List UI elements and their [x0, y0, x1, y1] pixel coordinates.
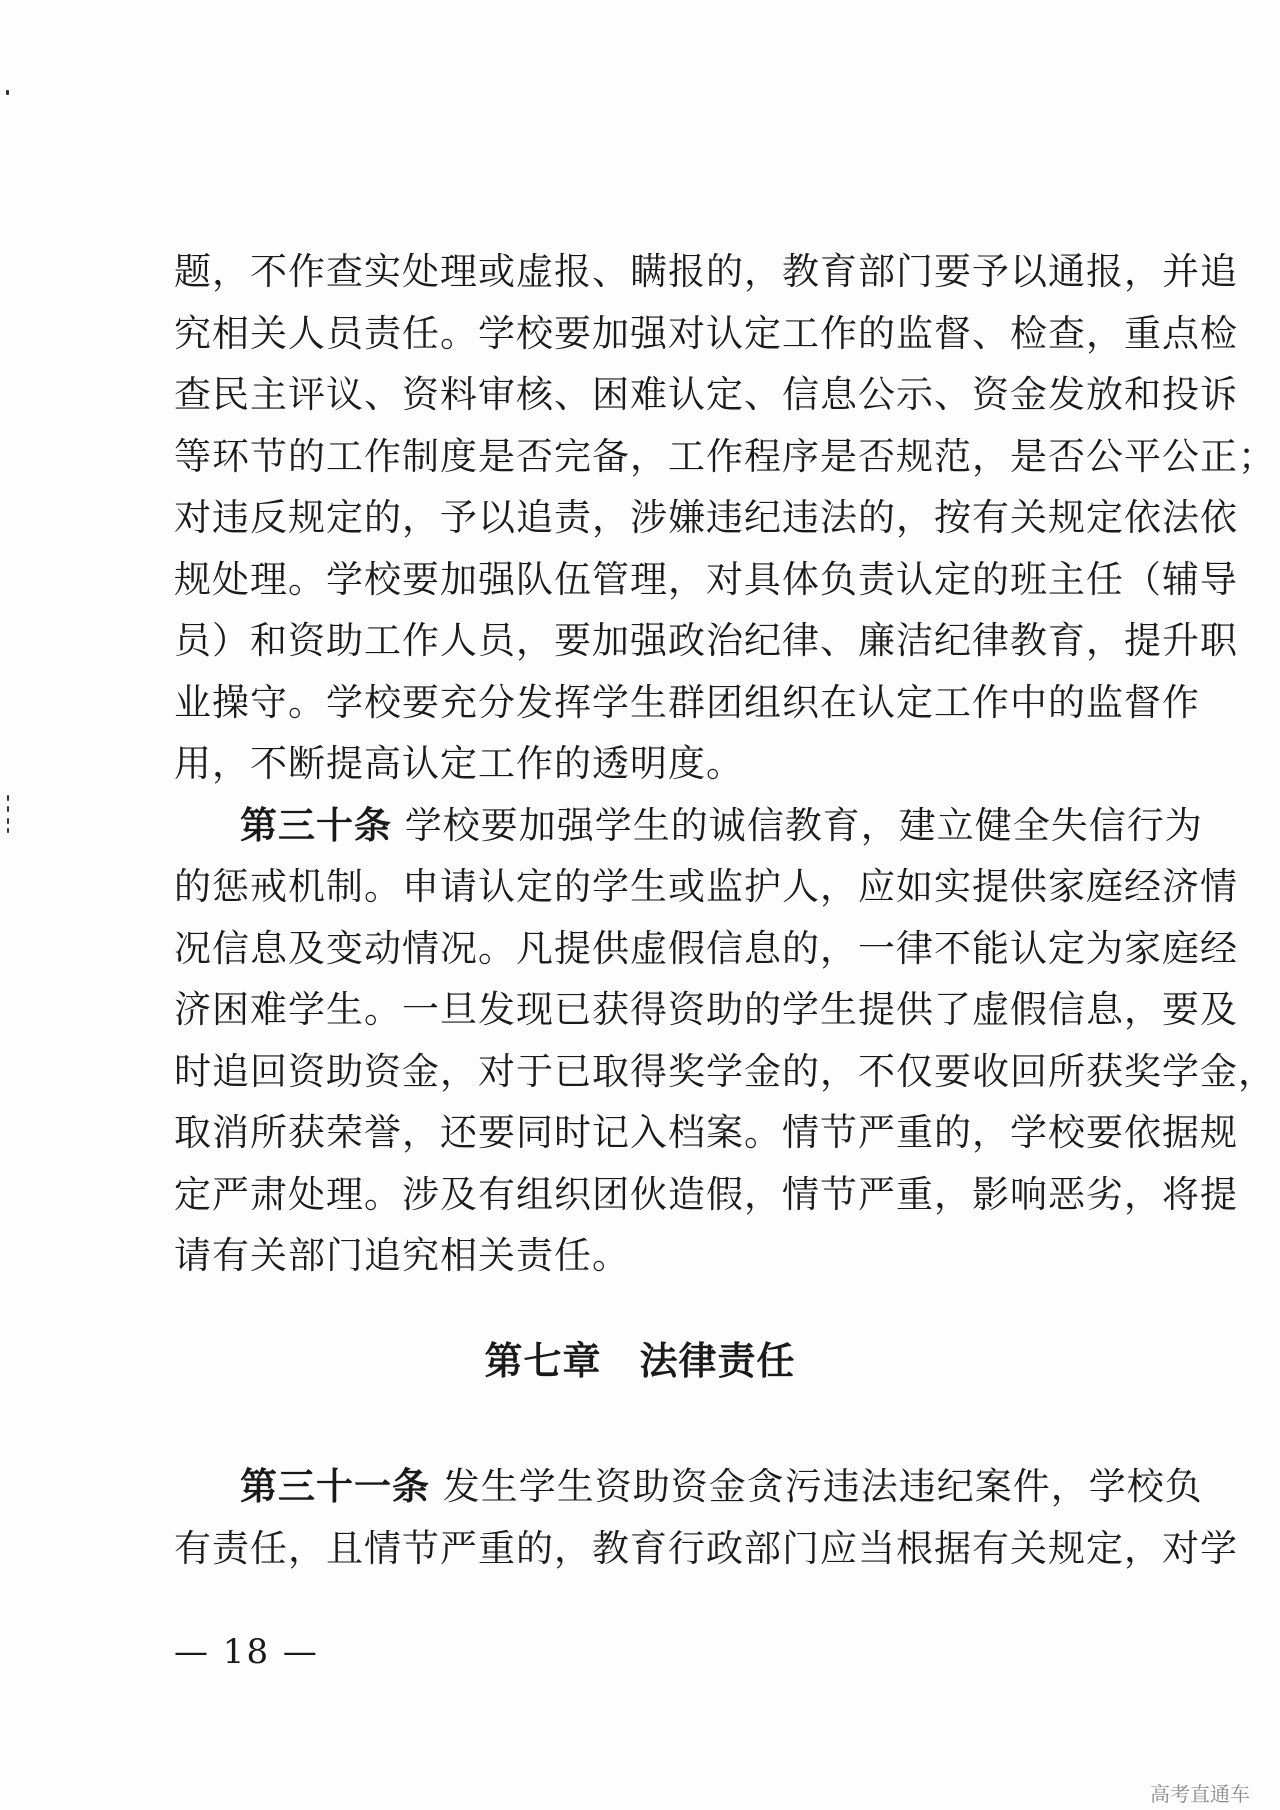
watermark-text: 高考直通车	[1150, 1782, 1250, 1806]
article-30-first-line	[174, 795, 1203, 857]
paragraph-line: 对违反规定的，予以追责，涉嫌违纪违法的，按有关规定依法依	[174, 496, 1238, 539]
article-31-heading: 第三十一条	[240, 1465, 430, 1508]
scan-artifact-mark	[7, 795, 9, 801]
article-31-first-line	[174, 1456, 1203, 1518]
article-30-line: 况信息及变动情况。凡提供虚假信息的，一律不能认定为家庭经	[174, 926, 1238, 970]
article-31-text: 发生学生资助资金贪污违法违纪案件，学校负	[442, 1465, 1203, 1508]
paragraph-line: 规处理。学校要加强队伍管理，对具体负责认定的班主任（辅导	[174, 557, 1238, 601]
paragraph-line: 等环节的工作制度是否完备，工作程序是否规范，是否公平公正；	[174, 434, 1276, 478]
paragraph-line: 员）和资助工作人员，要加强政治纪律、廉洁纪律教育，提升职	[174, 619, 1238, 662]
article-30-line: 定严肃处理。涉及有组织团伙造假，情节严重，影响恶劣，将提	[174, 1172, 1238, 1216]
paragraph-line: 业操守。学校要充分发挥学生群团组织在认定工作中的监督作	[174, 680, 1200, 724]
chapter-heading	[0, 1330, 1280, 1385]
article-30-text: 学校要加强学生的诚信教育，建立健全失信行为	[404, 803, 1203, 847]
article-30-heading: 第三十条	[240, 803, 392, 847]
article-30-line: 取消所获荣誉，还要同时记入档案。情节严重的，学校要依据规	[174, 1111, 1238, 1154]
paragraph-line: 查民主评议、资料审核、困难认定、信息公示、资金发放和投诉	[174, 373, 1238, 416]
chapter-number: 第七章	[484, 1339, 602, 1383]
paragraph-line: 用，不断提高认定工作的透明度。	[174, 742, 744, 785]
article-31-line: 有责任，且情节严重的，教育行政部门应当根据有关规定，对学	[174, 1526, 1238, 1570]
chapter-title: 法律责任	[639, 1339, 796, 1383]
scan-artifact-mark	[6, 90, 9, 95]
paragraph-line: 题，不作查实处理或虚报、瞒报的，教育部门要予以通报，并追	[174, 250, 1238, 293]
article-30-line: 济困难学生。一旦发现已获得资助的学生提供了虚假信息，要及	[174, 988, 1238, 1031]
page-number: — 18 —	[174, 1632, 319, 1672]
paragraph-line: 究相关人员责任。学校要加强对认定工作的监督、检查，重点检	[174, 311, 1238, 355]
article-30-line: 时追回资助资金，对于已取得奖学金的，不仅要收回所获奖学金，	[174, 1049, 1276, 1093]
article-30-line: 请有关部门追究相关责任。	[174, 1234, 630, 1277]
scan-artifact-mark	[7, 828, 9, 833]
article-30-line: 的惩戒机制。申请认定的学生或监护人，应如实提供家庭经济情	[174, 865, 1238, 908]
body-text	[174, 241, 1276, 1287]
article-31	[174, 1456, 1238, 1579]
scan-artifact-mark	[7, 806, 9, 812]
scan-artifact-mark	[7, 818, 9, 824]
